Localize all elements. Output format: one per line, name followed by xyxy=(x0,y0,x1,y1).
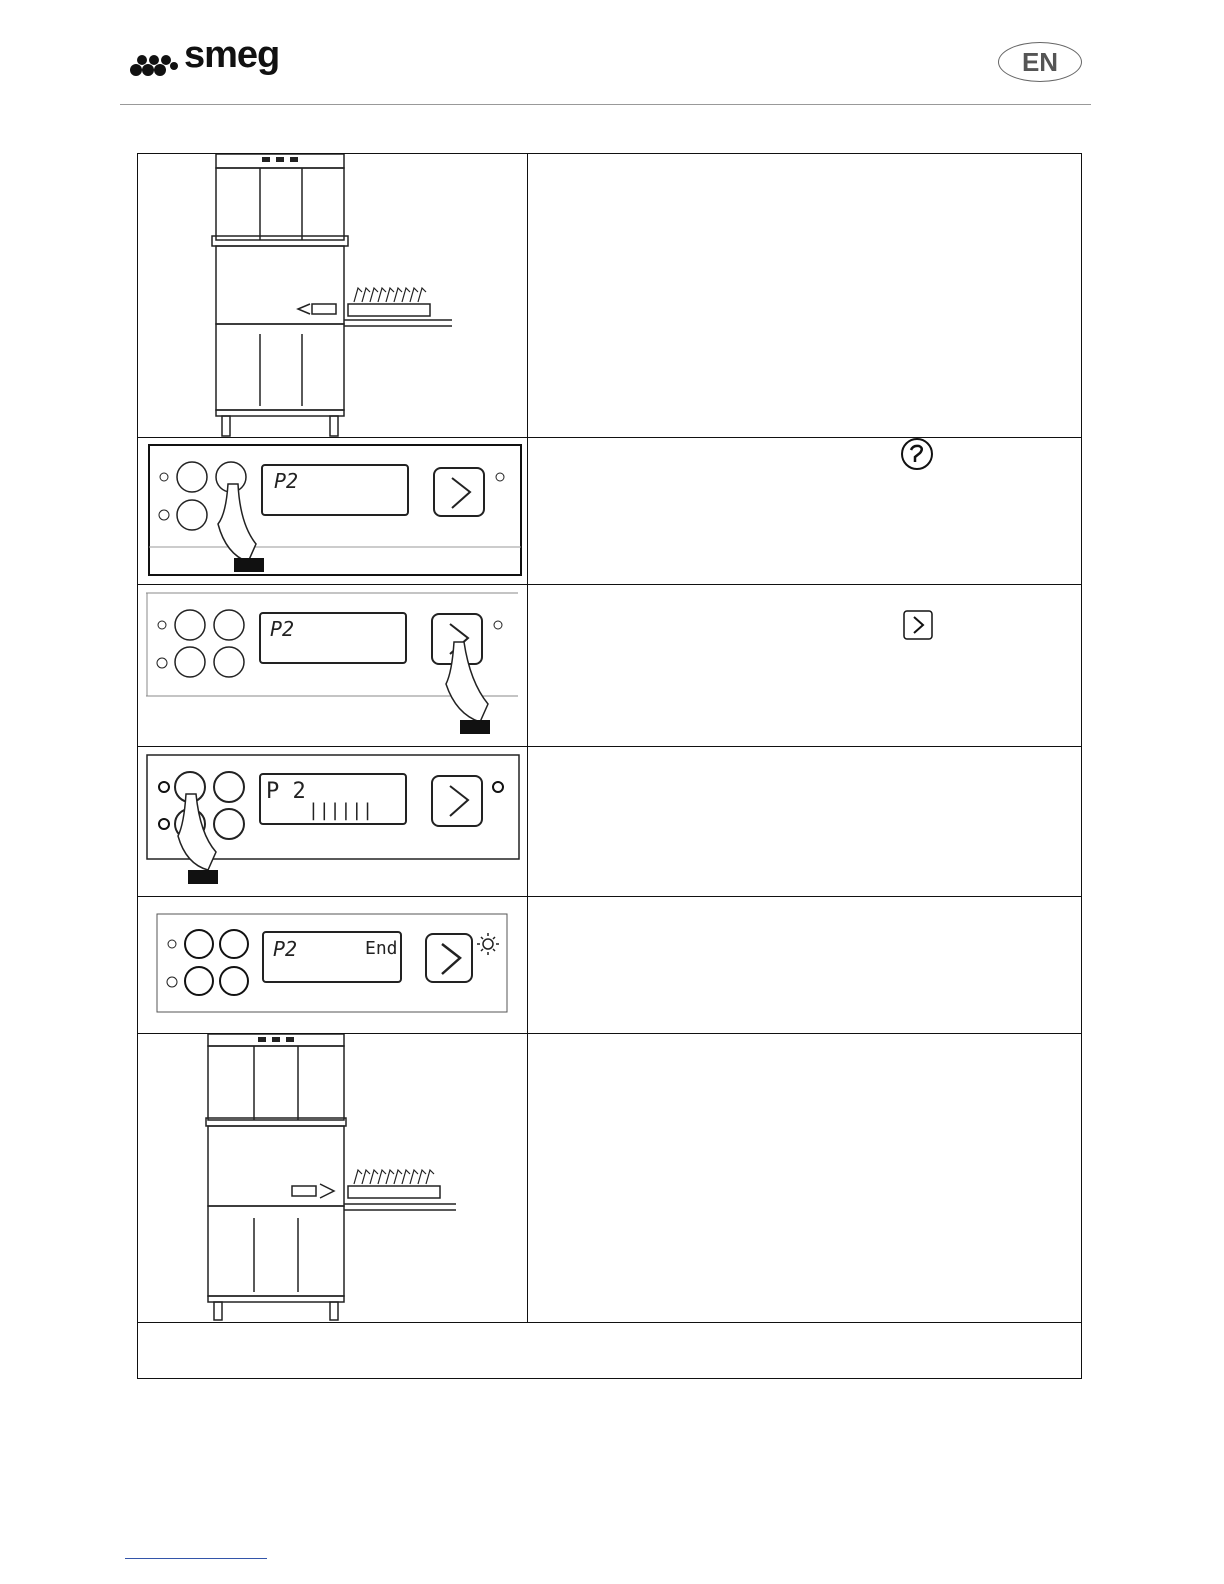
footer-link-line xyxy=(125,1558,267,1559)
language-badge: EN xyxy=(998,42,1082,82)
svg-text:||||||: |||||| xyxy=(308,800,374,821)
control-panel-end xyxy=(156,912,512,1016)
svg-text:P2: P2 xyxy=(274,469,299,493)
dishwasher-insert-illustration xyxy=(140,154,524,437)
step-4-illustration xyxy=(146,754,522,893)
step-3-illustration xyxy=(146,592,522,745)
step-5-illustration xyxy=(156,912,512,1021)
row-divider xyxy=(137,584,1081,585)
brand-logo xyxy=(128,34,308,84)
program-p-icon xyxy=(900,437,934,476)
smeg-dots-icon xyxy=(128,40,188,84)
row-divider xyxy=(137,896,1081,897)
svg-text:P2: P2 xyxy=(273,937,298,961)
step-1-illustration xyxy=(140,154,524,442)
svg-text:P2: P2 xyxy=(270,617,295,641)
sun-icon xyxy=(477,933,499,955)
step-2-illustration xyxy=(148,444,522,581)
step-6-illustration xyxy=(140,1034,524,1327)
column-divider xyxy=(527,153,528,1322)
svg-text:End: End xyxy=(365,938,398,959)
control-panel-press-program xyxy=(148,444,522,576)
brand-name: smeg xyxy=(184,34,280,76)
row-divider xyxy=(137,746,1081,747)
control-panel-press-start xyxy=(146,592,522,740)
dishwasher-extract-illustration xyxy=(140,1034,524,1322)
svg-text:P 2: P 2 xyxy=(266,779,306,804)
control-panel-running xyxy=(146,754,522,888)
header-divider xyxy=(120,104,1091,105)
start-chevron-icon xyxy=(903,610,933,645)
